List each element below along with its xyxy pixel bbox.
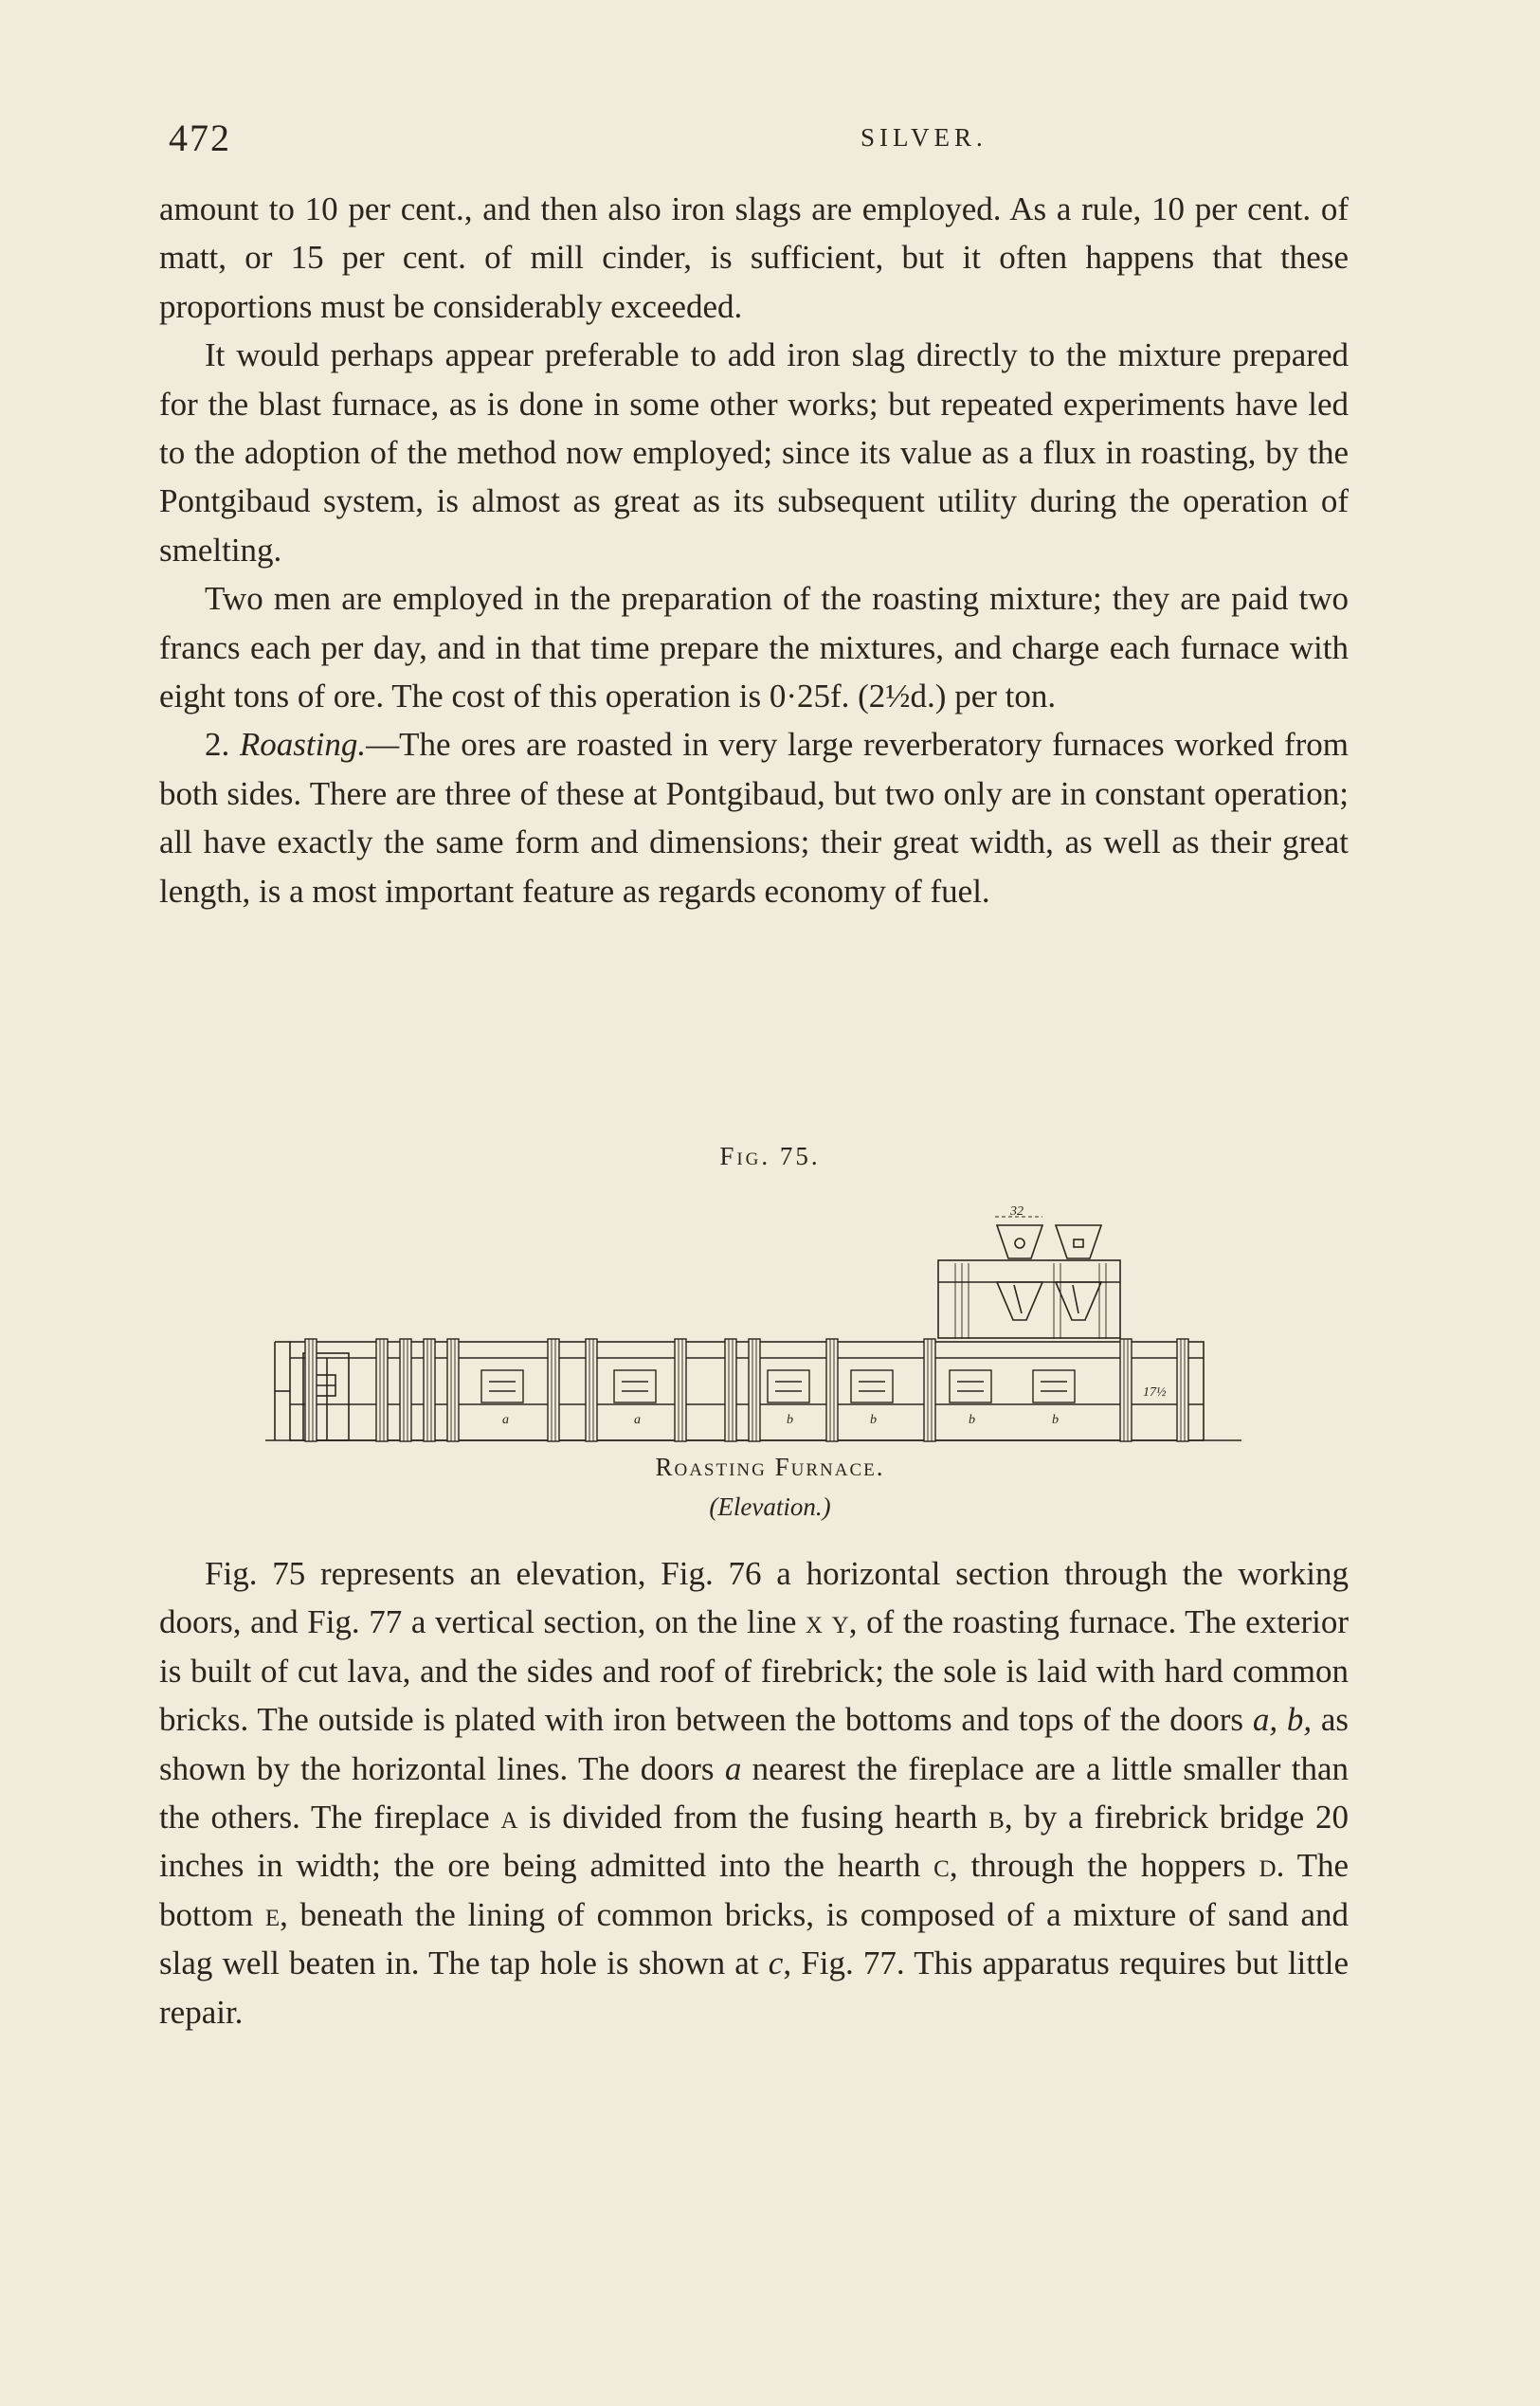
section-number: 2. xyxy=(205,726,230,764)
hopper-funnel-1 xyxy=(997,1225,1042,1258)
section-heading: Roasting. xyxy=(239,726,367,764)
door-label-b-1: b xyxy=(787,1413,793,1427)
paragraph-1: amount to 10 per cent., and then also iron slags are employed. As a rule, 10 per cent. of matt, or 15 per cent. of mill cinder, is sufficient, but it often happens that these proportions must be considerably exceeded. xyxy=(159,190,1349,325)
hopper-chute-1 xyxy=(997,1282,1042,1320)
paragraph-4-text: —The ores are roasted in very large reverberatory furnaces worked from both sides. There are three of these at Pontgibaud, but two only are in constant operation; all have exactly the same form and dimensions; their great width, as well as their great length, is a most important feature as regards economy of fuel. xyxy=(159,726,1349,910)
paragraph-3: Two men are employed in the preparation of the roasting mixture; they are paid two francs each per day, and in that time prepare the mixtures, and charge each furnace with eight tons of ore. The cost of this operation is 0·25f. (2½d.) per ton. xyxy=(159,580,1349,715)
roasting-furnace-elevation-figure xyxy=(265,1202,1246,1448)
door-a-2 xyxy=(614,1370,656,1402)
side-dimension-label: 17½ xyxy=(1143,1385,1167,1400)
door-label-a-2: a xyxy=(634,1413,641,1427)
door-b-4 xyxy=(1033,1370,1075,1402)
page-header xyxy=(159,116,1344,163)
paragraph-2: It would perhaps appear preferable to add iron slag directly to the mixture prepared for the blast furnace, as is done in some other works; but repeated experiments have led to the adoption of the method now employed; since its value as a flux in roasting, by the Pontgibaud system, is almost as great as its subsequent utility during the operation of smelting. xyxy=(159,336,1349,569)
door-label-b-4: b xyxy=(1052,1413,1059,1427)
door-a-1 xyxy=(481,1370,523,1402)
body-text-lower xyxy=(159,1549,1349,2036)
working-doors xyxy=(481,1370,1075,1402)
figure-caption: Roasting Furnace. xyxy=(655,1453,885,1481)
page-number: 472 xyxy=(169,117,231,159)
figure-label: Fig. 75. xyxy=(719,1142,821,1170)
dimension-label: 32 xyxy=(1010,1204,1024,1219)
hopper-funnel-2 xyxy=(1056,1225,1101,1258)
door-label-b-2: b xyxy=(870,1413,877,1427)
hopper-chute-2 xyxy=(1056,1282,1101,1320)
door-label-a-1: a xyxy=(502,1413,509,1427)
body-text-upper xyxy=(159,185,1349,915)
door-b-3 xyxy=(950,1370,991,1402)
paragraph-5: Fig. 75 represents an elevation, Fig. 76 a horizontal section through the working doors, and Fig. 77 a vertical section, on the line x y, of the roasting furnace. The exterior is built of cut lava, and the sides and roof of firebrick; the sole is laid with hard common bricks. The outside is plated with iron between the bottoms and tops of the doors a, b, as shown by the horizontal lines. The doors a nearest the fireplace are a little smaller than the others. The fireplace a is divided from the fusing hearth b, by a firebrick bridge 20 inches in width; the ore being admitted into the hearth c, through the hoppers d. The bottom e, beneath the lining of common bricks, is composed of a mixture of sand and slag well beaten in. The tap hole is shown at c, Fig. 77. This apparatus requires but little repair. xyxy=(159,1555,1350,2031)
figure-subcaption: (Elevation.) xyxy=(709,1492,831,1521)
running-head: SILVER. xyxy=(861,123,987,152)
door-b-1 xyxy=(768,1370,809,1402)
door-label-b-3: b xyxy=(969,1413,975,1427)
door-b-2 xyxy=(851,1370,893,1402)
paragraph-4 xyxy=(159,720,1349,915)
hopper-tower xyxy=(938,1260,1120,1338)
